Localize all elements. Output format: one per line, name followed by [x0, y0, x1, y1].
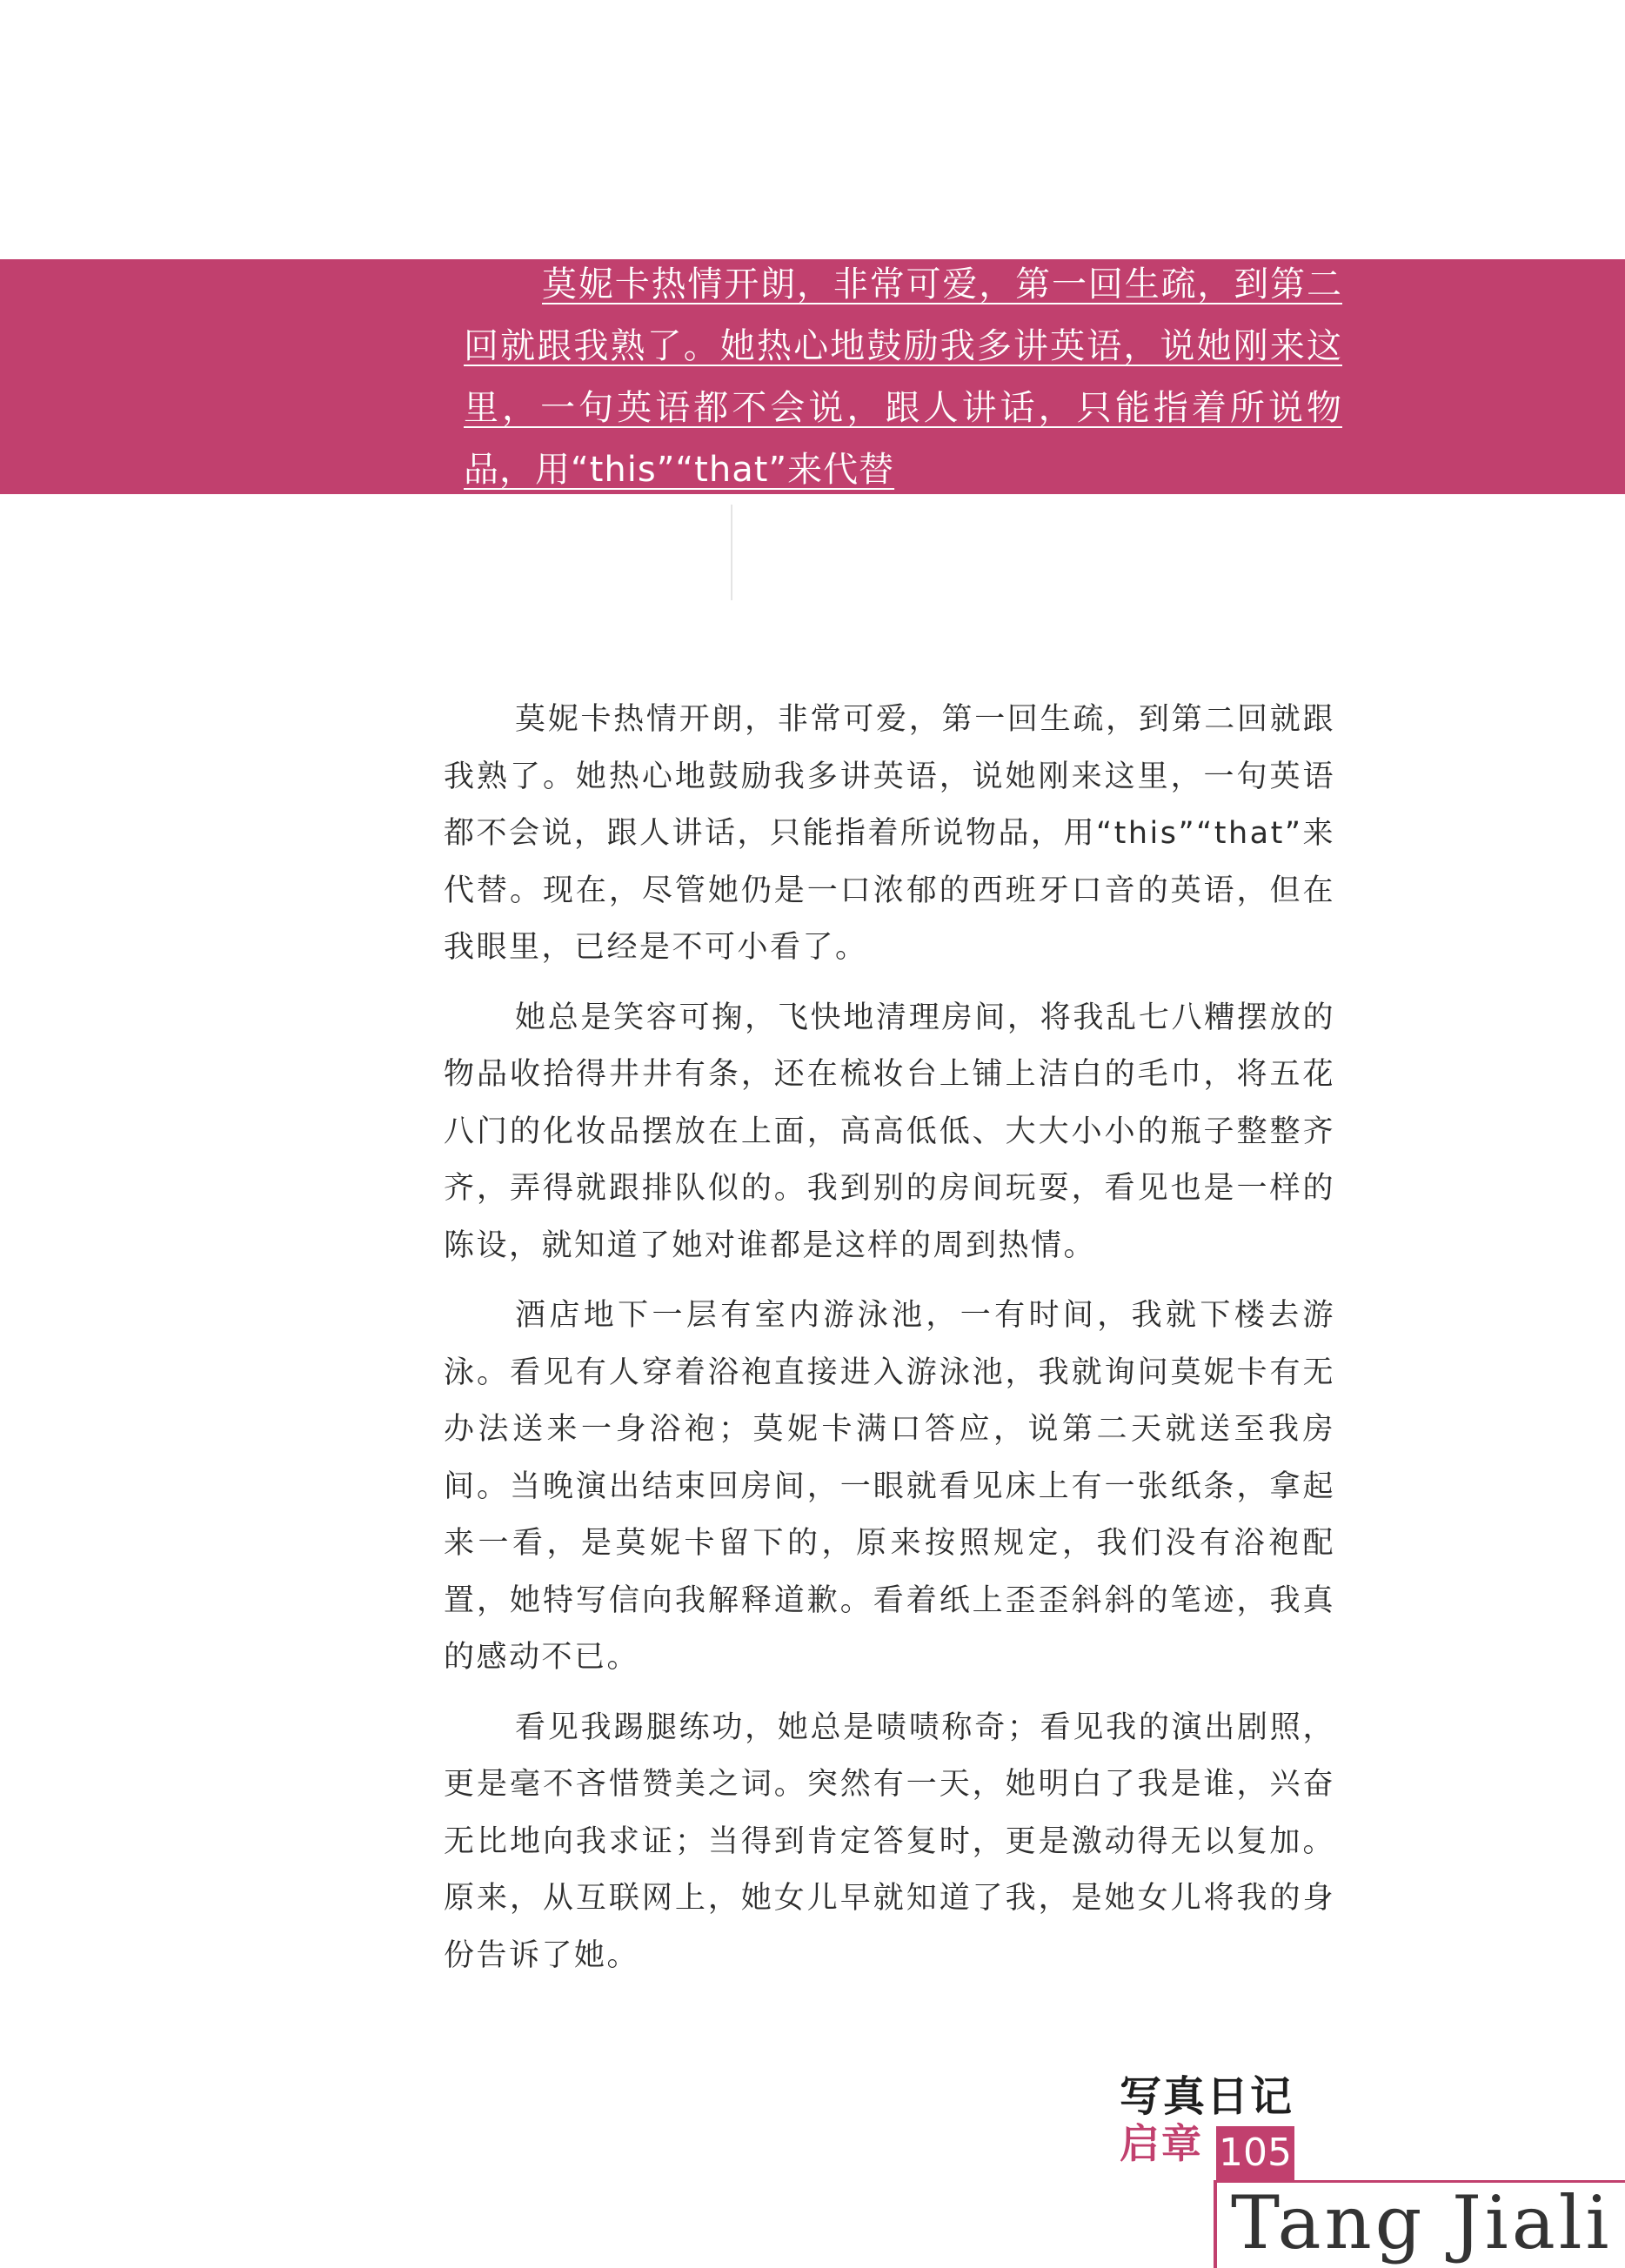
page-number: 105 [1219, 2131, 1292, 2175]
series-title: 写真日记 [1120, 2072, 1294, 2121]
paragraph: 她总是笑容可掬，飞快地清理房间，将我乱七八糟摆放的物品收拾得井井有条，还在梳妆台上铺上洁白的毛巾，将五花八门的化妆品摆放在上面，高高低低、大大小小的瓶子整整齐齐，弄得就跟排队似的。我到别的房间玩耍，看见也是一样的陈设，就知道了她对谁都是这样的周到热情。 [444, 1000, 1335, 1263]
author-name: Tang Jiali [1231, 2180, 1613, 2265]
paragraph: 酒店地下一层有室内游泳池，一有时间，我就下楼去游泳。看见有人穿着浴袍直接进入游泳池，我就询问莫妮卡有无办法送来一身浴袍；莫妮卡满口答应，说第二天就送至我房间。当晚演出结束回房间，一眼就看见床上有一张纸条，拿起来一看，是莫妮卡留下的，原来按照规定，我们没有浴袍配置，她特写信向我解释道歉。看着纸上歪歪斜斜的笔迹，我真的感动不已。 [444, 1298, 1335, 1675]
article-body [444, 692, 1335, 1997]
paragraph: 看见我踢腿练功，她总是啧啧称奇；看见我的演出剧照，更是毫不吝惜赞美之词。突然有一天，她明白了我是谁，兴奋无比地向我求证；当得到肯定答复时，更是激动得无以复加。原来，从互联网上，她女儿早就知道了我，是她女儿将我的身份告诉了她。 [444, 1709, 1335, 1973]
series-subtitle: 启章 [1120, 2120, 1203, 2167]
footer-rule-vertical [1214, 2180, 1217, 2268]
bleed-through-mark [731, 505, 1141, 600]
pull-quote: 莫妮卡热情开朗，非常可爱，第一回生疏，到第二回就跟我熟了。她热心地鼓励我多讲英语，说她刚来这里，一句英语都不会说，跟人讲话，只能指着所说物品，用“this”“that”来代替 [464, 264, 1342, 490]
paragraph: 莫妮卡热情开朗，非常可爱，第一回生疏，到第二回就跟我熟了。她热心地鼓励我多讲英语，说她刚来这里，一句英语都不会说，跟人讲话，只能指着所说物品，用“this”“that”来代替。现在，尽管她仍是一口浓郁的西班牙口音的英语，但在我眼里，已经是不可小看了。 [444, 702, 1335, 965]
